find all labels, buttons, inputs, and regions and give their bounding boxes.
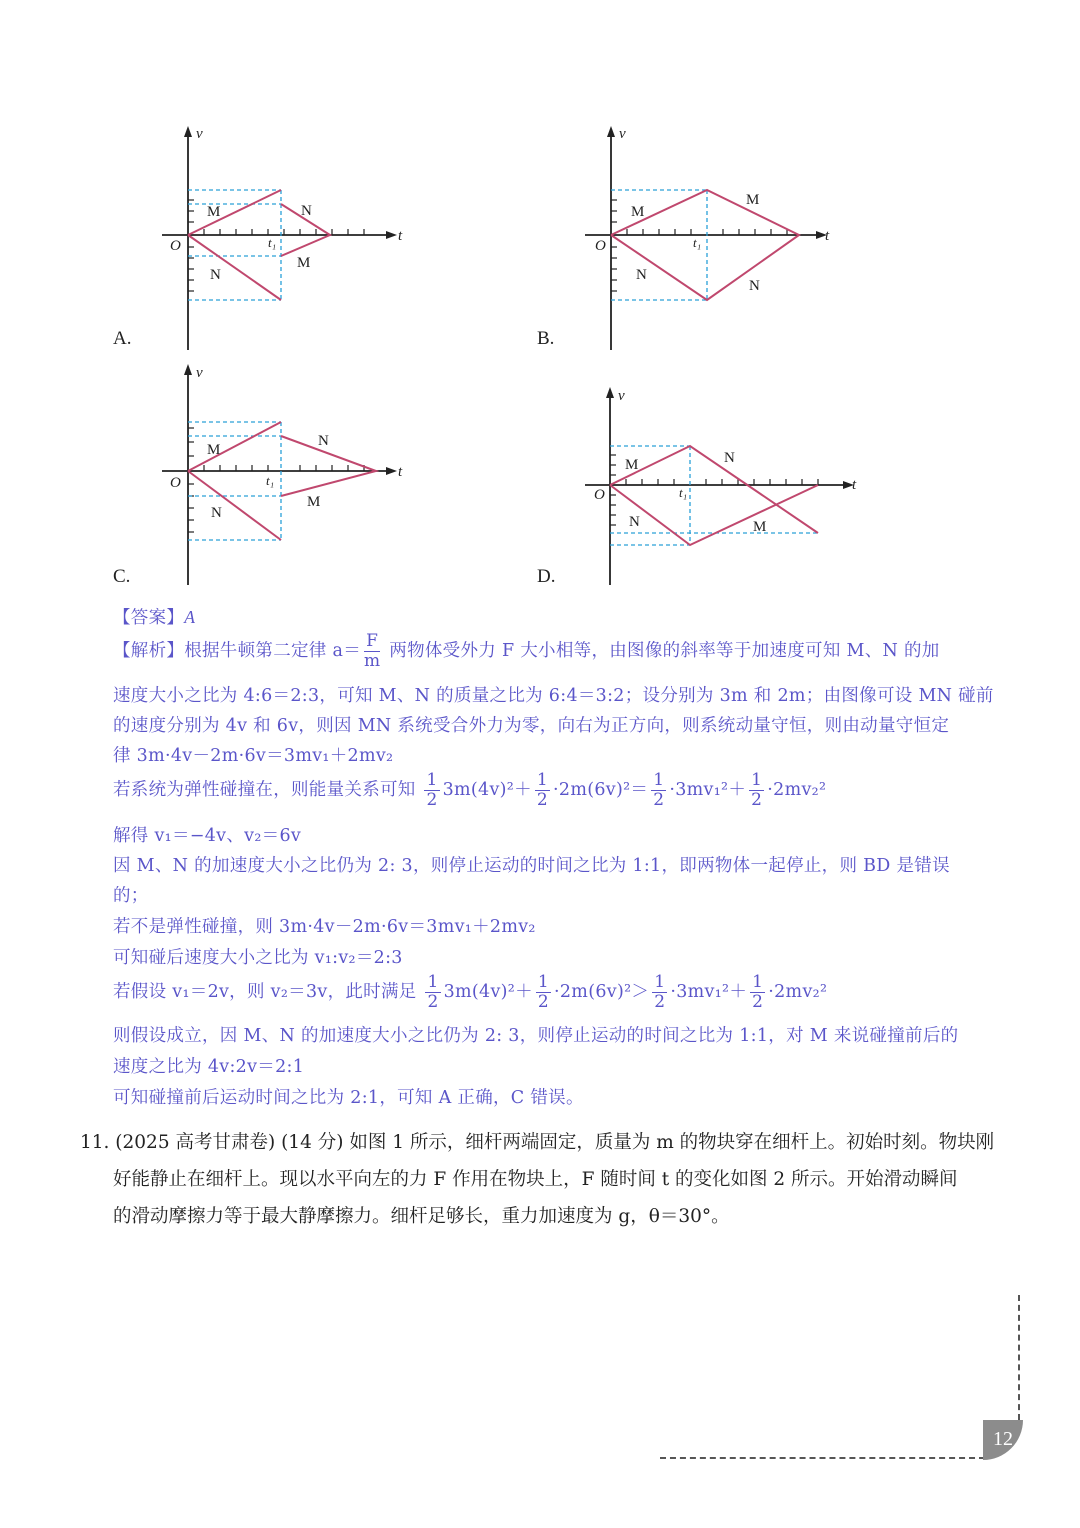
analysis-line-5: 若系统为弹性碰撞在，则能量关系可知 $\frac{1}{2}$ 3m(4v)²＋ $\frac{1}{2}$ ·2m(6v)²＝ $\frac{1}{2}$ ·3mv₁²＋ $\frac{1}{2}$ ·2mv₂² [113, 770, 827, 810]
curve-n-label: N [724, 450, 735, 466]
question-line-1: 11. (2025 高考甘肃卷) (14 分) 如图 1 所示，细杆两端固定，质量为 m 的物块穿在细杆上。初始时刻。物块刚 [80, 1132, 995, 1153]
axis-t-label: t [398, 228, 403, 244]
page-number: 12 [983, 1420, 1023, 1460]
axis-v-label: v [618, 388, 625, 404]
t1-label: t₁ [679, 485, 688, 500]
origin-label: O [170, 238, 181, 254]
analysis-line-7: 因 M、N 的加速度大小之比仍为 2: 3，则停止运动的时间之比为 1:1，即两物体一起停止，则 BD 是错误 [113, 856, 950, 876]
origin-label: O [170, 475, 181, 491]
curve-m-label: M [207, 442, 221, 458]
origin-label: O [594, 487, 605, 503]
analysis-line-12: 则假设成立，因 M、N 的加速度大小之比仍为 2: 3，则停止运动的时间之比为 1:1，对 M 来说碰撞前后的 [113, 1026, 959, 1046]
analysis-line-1: 【解析】根据牛顿第二定律 a＝ $\frac{F}{m}$ 两物体受外力 F 大小相等，由图像的斜率等于加速度可知 M、N 的加 [113, 631, 940, 671]
curve-n-label: N [636, 267, 647, 283]
curve-m-label: M [625, 457, 639, 473]
curve-m-label: M [297, 255, 311, 271]
curve-m-label: M [207, 204, 221, 220]
option-c-label: C. [113, 566, 131, 587]
axis-t-label: t [852, 477, 857, 493]
axis-v-label: v [196, 126, 203, 142]
curve-m-label: M [307, 494, 321, 510]
origin-label: O [595, 238, 606, 254]
curve-m-label: M [631, 204, 645, 220]
analysis-line-4: 律 3m·4v－2m·6v＝3mv₁＋2mv₂ [113, 746, 394, 766]
graph-option-d [573, 385, 873, 590]
option-d-label: D. [537, 566, 556, 587]
axis-t-label: t [398, 464, 403, 480]
analysis-line-2: 速度大小之比为 4:6＝2:3，可知 M、N 的质量之比为 6:4＝3:2；设分别为 3m 和 2m；由图像可设 MN 碰前 [113, 686, 994, 706]
question-line-3: 的滑动摩擦力等于最大静摩擦力。细杆足够长，重力加速度为 g，θ＝30°。 [113, 1206, 730, 1227]
axis-v-label: v [619, 126, 626, 142]
curve-m-label: M [753, 519, 767, 535]
graph-option-a [150, 120, 410, 360]
analysis-tag: 【解析】 [113, 641, 185, 661]
curve-n-label: N [629, 514, 640, 530]
fraction-f-over-m: $\frac{F}{m}$ [364, 631, 381, 671]
t1-label: t₁ [693, 235, 702, 250]
option-a-label: A. [113, 328, 132, 349]
analysis-line-10: 可知碰后速度大小之比为 v₁:v₂＝2:3 [113, 948, 403, 968]
curve-m-label: M [746, 192, 760, 208]
analysis-line-6: 解得 v₁＝−4v、v₂＝6v [113, 826, 302, 846]
option-b-label: B. [537, 328, 555, 349]
curve-n-label: N [318, 433, 329, 449]
analysis-line-13: 速度之比为 4v:2v＝2:1 [113, 1057, 305, 1077]
analysis-line-3: 的速度分别为 4v 和 6v，则因 MN 系统受合外力为零，向右为正方向，则系统动量守恒，则由动量守恒定 [113, 716, 950, 736]
analysis-line-9: 若不是弹性碰撞，则 3m·4v－2m·6v＝3mv₁＋2mv₂ [113, 917, 536, 937]
graph-option-c [150, 360, 410, 590]
curve-n-label: N [211, 505, 222, 521]
analysis-line-11: 若假设 v₁＝2v，则 v₂＝3v，此时满足 $\frac{1}{2}$ 3m(4v)²＋ $\frac{1}{2}$ ·2m(6v)²＞ $\frac{1}{2}$ ·3mv₁²＋ $\frac{1}{2}$ ·2mv₂² [113, 972, 828, 1012]
curve-n-label: N [210, 267, 221, 283]
graph-option-b [573, 120, 843, 360]
axis-v-label: v [196, 365, 203, 381]
t1-label: t₁ [266, 473, 275, 488]
answer-line [113, 604, 195, 629]
page-border-dashed-horizontal [660, 1457, 985, 1459]
analysis-line-8: 的； [113, 886, 149, 906]
answer-tag: 【答案】 [113, 608, 185, 628]
question-line-2: 好能静止在细杆上。现以水平向左的力 F 作用在物块上，F 随时间 t 的变化如图 2 所示。开始滑动瞬间 [113, 1169, 958, 1190]
axis-t-label: t [825, 228, 830, 244]
curve-n-label: N [749, 278, 760, 294]
t1-label: t₁ [268, 235, 277, 250]
curve-n-label: N [301, 203, 312, 219]
page-border-dashed-vertical [1018, 1295, 1020, 1420]
analysis-line-14: 可知碰撞前后运动时间之比为 2:1，可知 A 正确，C 错误。 [113, 1088, 584, 1108]
answer-value: A [184, 607, 196, 627]
